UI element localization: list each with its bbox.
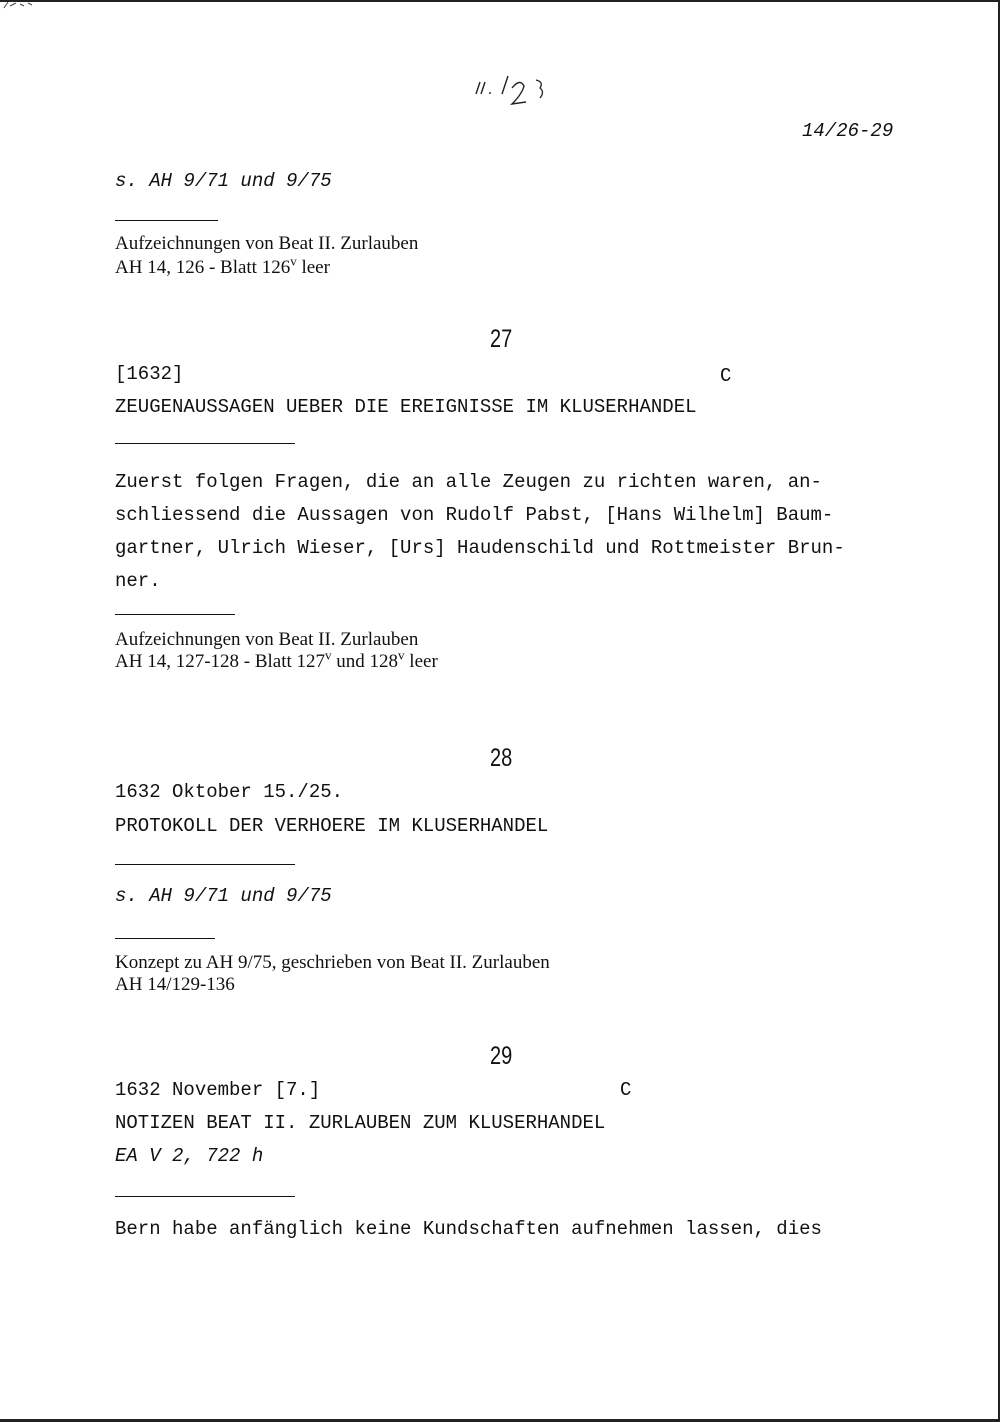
entry-marker: C [620,1079,632,1101]
entry-date: 1632 Oktober 15./25. [115,781,344,803]
divider [115,1196,295,1197]
source-line: AH 14/129-136 [115,974,235,995]
divider [115,220,218,221]
reference-line: EA V 2, 722 h [115,1145,264,1167]
summary-line: schliessend die Aussagen von Rudolf Pabst, [Hans Wilhelm] Baum- [115,504,834,526]
top-reference: 14/26-29 [802,120,894,142]
summary-paragraph [115,466,895,598]
page-border-top [0,0,1000,2]
source-line: Aufzeichnungen von Beat II. Zurlauben [115,233,419,254]
reference-line: s. AH 9/71 und 9/75 [115,885,332,907]
entry-marker: C [720,365,732,387]
divider [115,614,235,615]
entry-number: 28 [490,744,513,772]
entry-date: [1632] [115,363,184,385]
source-line: AH 14, 126 - Blatt 126$^v$ leer [115,253,330,278]
summary-line: gartner, Ulrich Wieser, [Urs] Haudenschild und Rottmeister Brun- [115,537,845,559]
entry-number: 29 [490,1042,513,1070]
entry-title: NOTIZEN BEAT II. ZURLAUBEN ZUM KLUSERHANDEL [115,1112,606,1134]
scan-artifact [2,0,42,12]
source-line: AH 14, 127-128 - Blatt 127$^v$ und 128$^v$ leer [115,647,438,672]
source-line: Konzept zu AH 9/75, geschrieben von Beat II. Zurlauben [115,952,550,973]
divider [115,864,295,865]
summary-line: Zuerst folgen Fragen, die an alle Zeugen zu richten waren, an- [115,471,822,493]
summary-line: ner. [115,570,161,592]
entry-number: 27 [490,325,513,353]
entry-title: PROTOKOLL DER VERHOERE IM KLUSERHANDEL [115,815,549,837]
handwritten-mark [470,72,560,122]
entry-date: 1632 November [7.] [115,1079,321,1101]
source-line: Aufzeichnungen von Beat II. Zurlauben [115,629,419,650]
divider [115,938,215,939]
body-text-line: Bern habe anfänglich keine Kundschaften aufnehmen lassen, dies [115,1218,822,1240]
entry-title: ZEUGENAUSSAGEN UEBER DIE EREIGNISSE IM KLUSERHANDEL [115,396,697,418]
divider [115,443,295,444]
reference-line: s. AH 9/71 und 9/75 [115,170,332,192]
